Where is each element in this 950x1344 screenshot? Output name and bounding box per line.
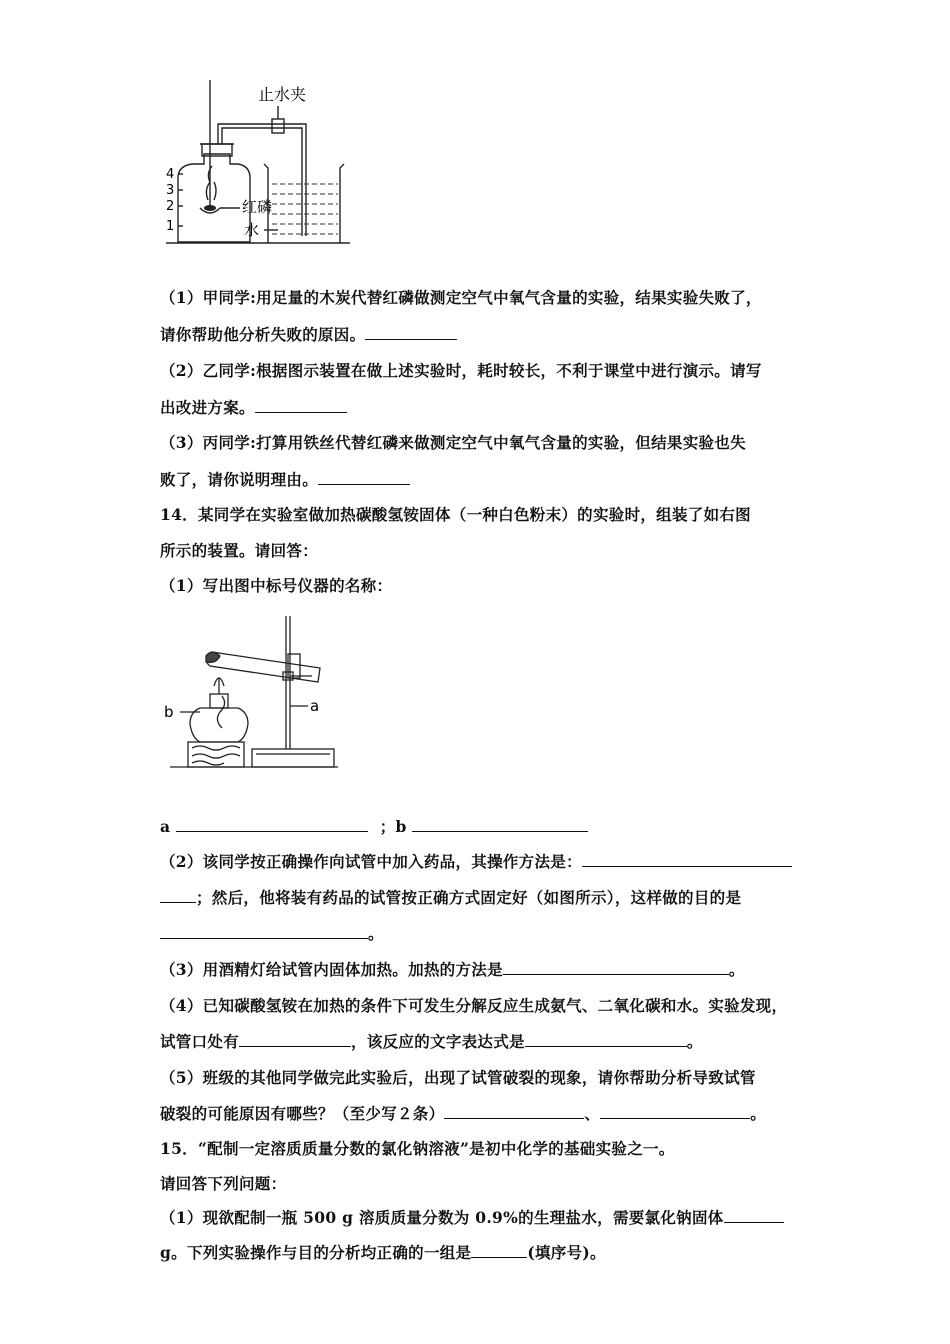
- water-label: 水: [244, 221, 260, 239]
- oxygen-measurement-apparatus-figure: [160, 78, 360, 248]
- q14-part1-answer-line: a ；b: [160, 815, 588, 837]
- q15-stem-line1: 15．“配制一定溶质质量分数的氯化钠溶液”是初中化学的基础实验之一。: [160, 1139, 675, 1158]
- q14-part2-line3: 。: [160, 922, 384, 944]
- q13-part3-line1: （3）丙同学:打算用铁丝代替红磷来做测定空气中氧气含量的实验，但结果实验也失: [160, 433, 746, 452]
- q14-stem-line2: 所示的装置。请回答：: [160, 541, 319, 560]
- q15-part1-line2: g。下列实验操作与目的分析均正确的一组是 (填序号)。: [160, 1243, 606, 1262]
- label-a: a: [310, 697, 320, 715]
- q13-part2-line1: （2）乙同学:根据图示装置在做上述实验时，耗时较长，不利于课堂中进行演示。请写: [160, 361, 762, 380]
- scale-mark-1: 1: [166, 219, 175, 234]
- q14-part1-prompt: （1）写出图中标号仪器的名称：: [160, 576, 393, 595]
- q15-stem-line2: 请回答下列问题：: [160, 1174, 287, 1193]
- q15-part1-choice-blank[interactable]: [471, 1243, 527, 1258]
- q13-part1-line2: 请你帮助他分析失败的原因。: [160, 323, 457, 345]
- q14-part2-line2: ；然后，他将装有药品的试管按正确方式固定好（如图所示），这样做的目的是: [160, 886, 741, 908]
- scale-mark-3: 3: [166, 183, 175, 198]
- q14-part5-line2: 破裂的可能原因有哪些？（至少写２条） 、 。: [160, 1104, 767, 1123]
- q15-part1-mass-blank[interactable]: [724, 1208, 784, 1223]
- q14-part3-heating-blank[interactable]: [503, 960, 729, 975]
- q14-stem-line1: 14．某同学在实验室做加热碳酸氢铵固体（一种白色粉末）的实验时，组装了如右图: [160, 505, 751, 524]
- scale-mark-2: 2: [166, 199, 175, 214]
- scale-mark-4: 4: [166, 167, 175, 182]
- q14-part4-equation-blank[interactable]: [525, 1032, 687, 1047]
- q14-part2-method-blank[interactable]: [582, 852, 792, 867]
- q14-part5-reason1-blank[interactable]: [444, 1104, 584, 1119]
- red-phosphorus-label: 红磷: [242, 198, 273, 216]
- q14-part2-line1: （2）该同学按正确操作向试管中加入药品，其操作方法是：: [160, 850, 792, 872]
- q14-part4-line1: （4）已知碳酸氢铵在加热的条件下可发生分解反应生成氨气、二氧化碳和水。实验发现，: [160, 996, 788, 1015]
- q14-answer-a-blank[interactable]: [176, 817, 368, 832]
- q14-part3-line: （3）用酒精灯给试管内固体加热。加热的方法是 。: [160, 960, 745, 979]
- q14-part4-line2: 试管口处有 ，该反应的文字表达式是 。: [160, 1032, 703, 1051]
- label-b: b: [164, 703, 174, 721]
- q14-part2-purpose-blank[interactable]: [160, 924, 368, 939]
- q14-part2-method-blank-cont[interactable]: [160, 888, 196, 903]
- q15-part1-line1: （1）现欲配制一瓶 500 g 溶质质量分数为 0.9%的生理盐水，需要氯化钠固体: [160, 1206, 784, 1228]
- q14-part5-line1: （5）班级的其他同学做完此实验后，出现了试管破裂的现象，请你帮助分析导致试管: [160, 1068, 756, 1087]
- q14-part5-reason2-blank[interactable]: [600, 1104, 750, 1119]
- q13-part1-answer-blank[interactable]: [365, 325, 457, 340]
- q13-part3-line2: 败了，请你说明理由。: [160, 468, 410, 490]
- heating-apparatus-figure: [160, 612, 350, 774]
- q13-part3-answer-blank[interactable]: [318, 470, 410, 485]
- clamp-label: 止水夹: [258, 85, 307, 104]
- q13-part1-line1: （1）甲同学:用足量的木炭代替红磷做测定空气中氧气含量的实验，结果实验失败了，: [160, 288, 762, 307]
- q13-part2-line2: 出改进方案。: [160, 396, 347, 418]
- q13-part2-answer-blank[interactable]: [255, 398, 347, 413]
- q14-answer-b-blank[interactable]: [412, 817, 588, 832]
- q14-part4-observation-blank[interactable]: [239, 1032, 351, 1047]
